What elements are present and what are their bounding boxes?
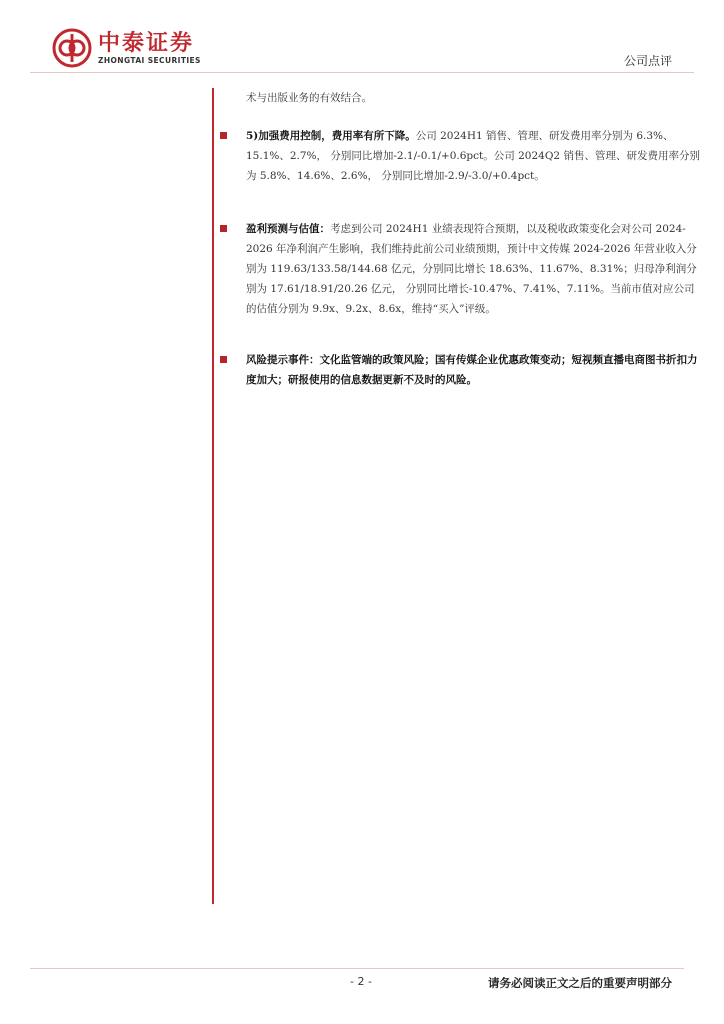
footer-disclaimer: 请务必阅读正文之后的重要声明部分 [488, 976, 672, 990]
continuation-paragraph: 术与出版业务的有效结合。 [246, 92, 372, 104]
risk-paragraph [246, 350, 700, 390]
sidebar-accent-line [212, 88, 214, 904]
cost-control-text: 公司 2024H1 销售、管理、研发费用率分别为 6.3%、15.1%、2.7%， 分别同比增加-2.1/-0.1/+0.6pct。公司 2024Q2 销售、管理、研发费用率分别为 5.8%、14.6%、2.6%， 分别同比增加-2.9/-3.0/+0.4pct。 [246, 130, 700, 182]
cost-control-paragraph [246, 126, 700, 186]
forecast-paragraph [246, 219, 700, 319]
risk-text: 风险提示事件：文化监管端的政策风险；国有传媒企业优惠政策变动；短视频直播电商图书折扣力度加大；研报使用的信息数据更新不及时的风险。 [246, 354, 698, 386]
bullet-square-icon [220, 132, 227, 139]
zhongtai-logo-icon [52, 28, 92, 68]
page-number: - 2 - [350, 975, 372, 988]
report-type-label: 公司点评 [623, 54, 672, 68]
header-divider [30, 72, 694, 73]
forecast-text: 考虑到公司 2024H1 业绩表现符合预期，以及税收政策变化会对公司 2024-2026 年净利润产生影响，我们维持此前公司业绩预期，预计中文传媒 2024-2026 年营业收入分别为 119.63/133.58/144.68 亿元，分别同比增长 18.63%、11.67%、8.31%；归母净利润分别为 17.61/18.91/20.26 亿元， 分别同比增长-10.47%、7.41%、7.11%。当前市值对应公司的估值分别为 9.9x、9.2x、8.6x，维持“买入”评级。 [246, 223, 697, 315]
logo-chinese-name: 中泰证券 [98, 30, 195, 56]
bullet-square-icon [220, 225, 227, 232]
footer-divider [30, 968, 684, 969]
cost-control-heading: 5)加强费用控制，费用率有所下降。 [246, 130, 416, 142]
bullet-square-icon [220, 356, 227, 363]
company-logo [52, 28, 201, 68]
forecast-heading: 盈利预测与估值： [246, 223, 330, 235]
report-body [246, 88, 700, 390]
logo-english-name: ZHONGTAI SECURITIES [98, 55, 201, 65]
